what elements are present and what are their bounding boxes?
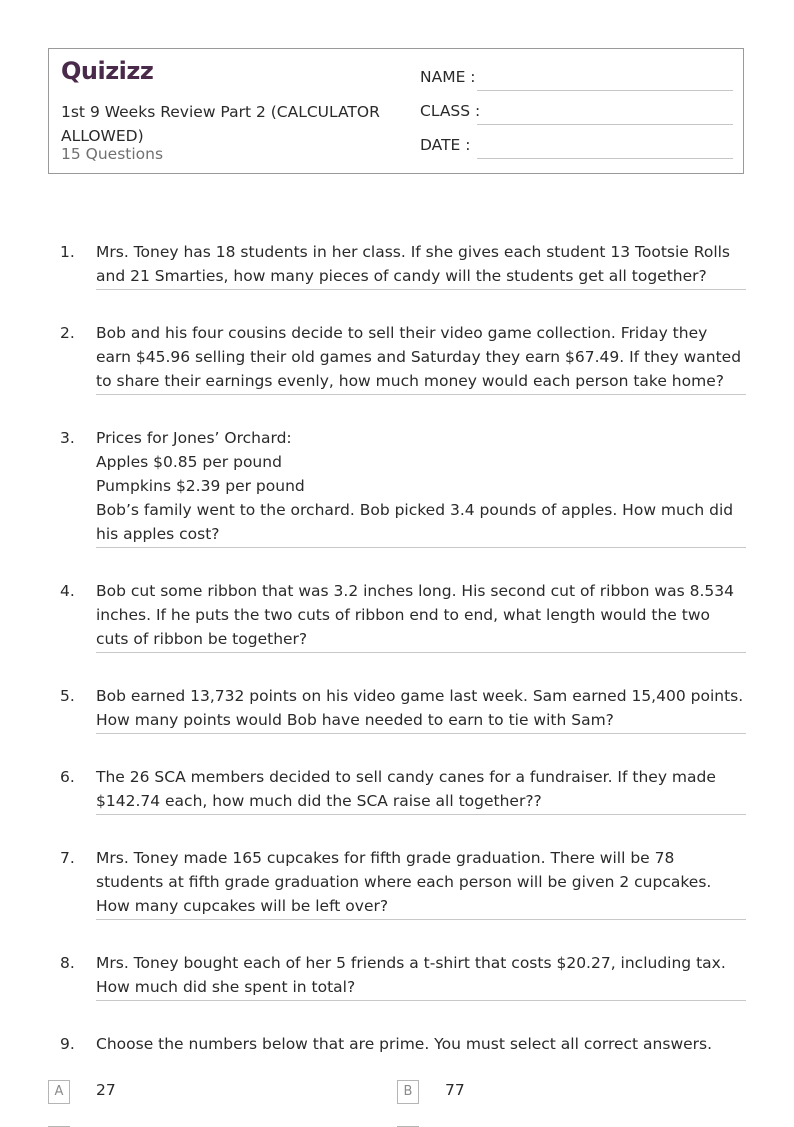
question-item: [48, 846, 746, 920]
question-text: Mrs. Toney bought each of her 5 friends a t-shirt that costs $20.27, including tax. How much did she spent in total?: [96, 954, 726, 996]
answer-line[interactable]: [96, 814, 746, 815]
option-value: 27: [96, 1081, 116, 1099]
question-item: [48, 579, 746, 653]
question-item: [48, 1032, 746, 1056]
question-number: 8.: [60, 954, 75, 972]
question-text: The 26 SCA members decided to sell candy canes for a fundraiser. If they made $142.74 each, how much did the SCA raise all together??: [96, 768, 716, 810]
date-line[interactable]: [477, 158, 733, 159]
question-number: 3.: [60, 429, 75, 447]
question-item: [48, 426, 746, 548]
option-value: 77: [445, 1081, 465, 1099]
question-text: Mrs. Toney has 18 students in her class. If she gives each student 13 Tootsie Rolls and 21 Smarties, how many pieces of candy will the students get all together?: [96, 243, 731, 285]
answer-line[interactable]: [96, 547, 746, 548]
question-item: [48, 684, 746, 734]
question-text: Choose the numbers below that are prime. You must select all correct answers.: [96, 1035, 713, 1053]
question-text: Bob and his four cousins decide to sell their video game collection. Friday they earn $45.96 selling their old games and Saturday they earn $67.49. If they wanted to share their earnings evenly, how much money would each person take home?: [96, 324, 742, 390]
worksheet-header: [48, 48, 744, 174]
name-label: NAME :: [420, 68, 476, 86]
name-line[interactable]: [477, 90, 733, 91]
date-label: DATE :: [420, 136, 471, 154]
answer-line[interactable]: [96, 394, 746, 395]
worksheet-title: 1st 9 Weeks Review Part 2 (CALCULATOR ALLOWED): [61, 103, 380, 145]
question-number: 2.: [60, 324, 75, 342]
question-number: 9.: [60, 1035, 75, 1053]
answer-line[interactable]: [96, 652, 746, 653]
answer-line[interactable]: [96, 733, 746, 734]
question-text: Prices for Jones’ Orchard: Apples $0.85 per pound Pumpkins $2.39 per pound Bob’s family went to the orchard. Bob picked 3.4 pounds of apples. How much did his apples cost?: [96, 429, 734, 543]
class-line[interactable]: [477, 124, 733, 125]
option-letter-box[interactable]: A: [48, 1080, 70, 1104]
question-number: 1.: [60, 243, 75, 261]
class-label: CLASS :: [420, 102, 481, 120]
question-text: Mrs. Toney made 165 cupcakes for fifth grade graduation. There will be 78 students at fifth grade graduation where each person will be given 2 cupcakes. How many cupcakes will be left over?: [96, 849, 712, 915]
question-count: 15 Questions: [61, 145, 164, 163]
question-item: [48, 951, 746, 1001]
question-text: Bob cut some ribbon that was 3.2 inches long. His second cut of ribbon was 8.534 inches. If he puts the two cuts of ribbon end to end, what length would the two cuts of ribbon be together?: [96, 582, 734, 648]
question-number: 4.: [60, 582, 75, 600]
question-text: Bob earned 13,732 points on his video game last week. Sam earned 15,400 points. How many points would Bob have needed to earn to tie with Sam?: [96, 687, 744, 729]
question-number: 7.: [60, 849, 75, 867]
question-number: 6.: [60, 768, 75, 786]
answer-line[interactable]: [96, 289, 746, 290]
question-item: [48, 321, 746, 395]
quizizz-logo: Quizizz: [61, 57, 154, 85]
question-item: [48, 240, 746, 290]
option-letter-box[interactable]: B: [397, 1080, 419, 1104]
answer-line[interactable]: [96, 919, 746, 920]
question-number: 5.: [60, 687, 75, 705]
answer-line[interactable]: [96, 1000, 746, 1001]
question-item: [48, 765, 746, 815]
